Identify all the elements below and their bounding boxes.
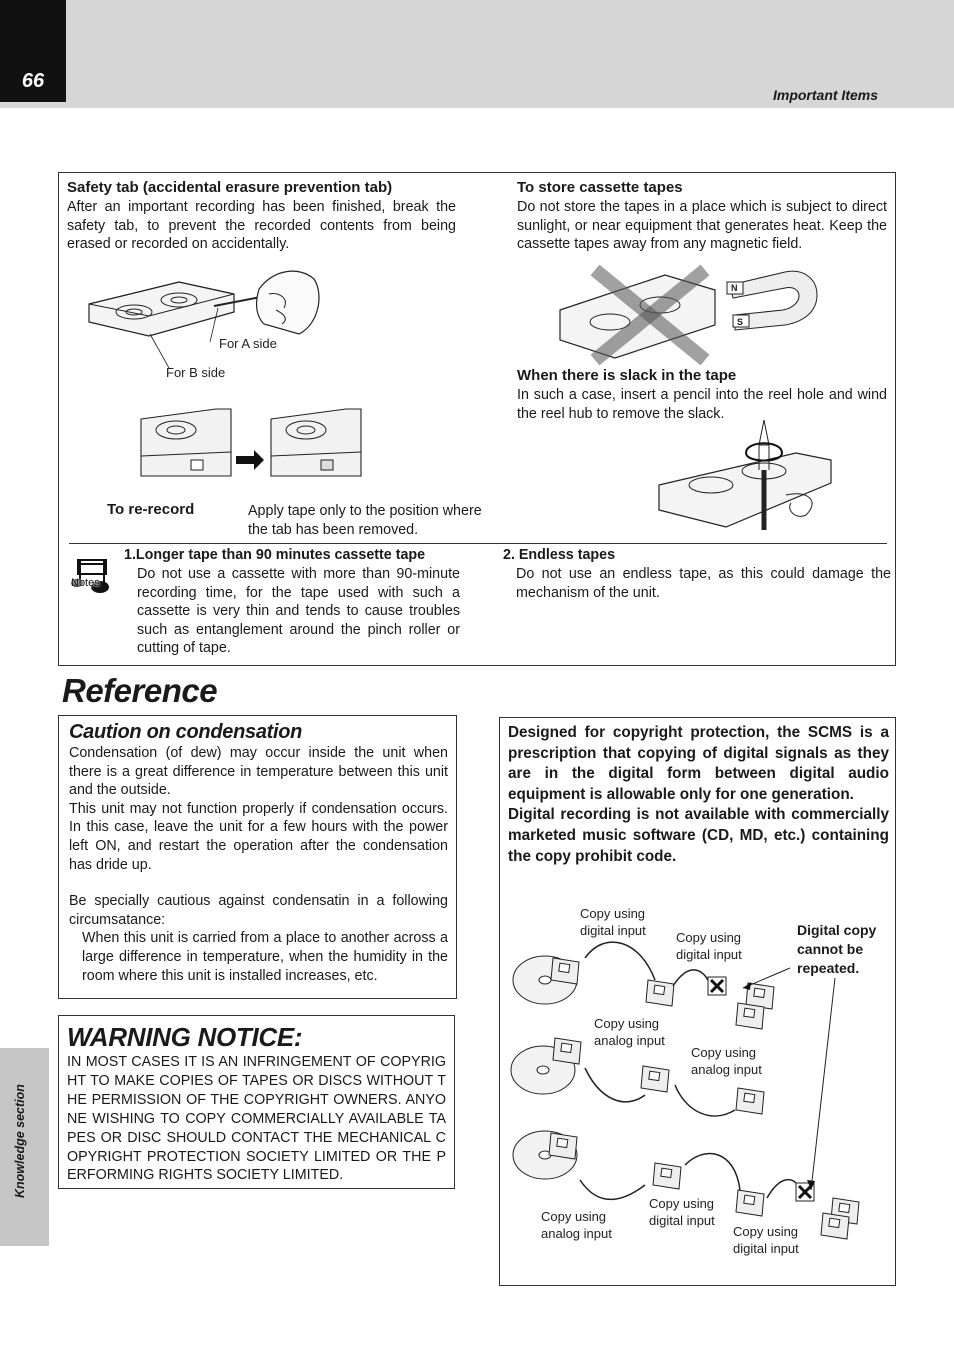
section-label: Important Items [772, 87, 878, 103]
safety-tab-body: After an important recording has been finished, break the safety tab, to prevent the recorded contents from being erased or recorded on accidentally. [67, 199, 456, 253]
condensation-p2: This unit may not function properly if condensation occurs. In this case, leave the unit for a few hours with the power left ON, and restart the operation after the condensation has dride up. [69, 800, 448, 873]
note-1-body: Do not use a cassette with more than 90-minute recording time, for the tape used with such a cassette is very thin and tends to cause troubles such as entanglement around the pinch roller or cutting of tape. [137, 566, 460, 657]
note-2-body: Do not use an endless tape, as this could damage the mechanism of the unit. [516, 566, 891, 601]
notes-divider [69, 543, 887, 544]
row2-label1: Copy using analog input [594, 1016, 665, 1048]
re-record-illustration [136, 404, 366, 484]
store-title: To store cassette tapes [517, 179, 683, 196]
row2-label2: Copy using analog input [691, 1045, 762, 1077]
digital-copy-note: Digital copy cannot be repeated. [797, 922, 877, 976]
scms-p2: Digital recording is not available with commercially marketed music software (CD, MD, etc.) containing the copy prohibit code. [508, 806, 889, 865]
safety-tab-illustration [84, 264, 334, 344]
condensation-section [69, 721, 448, 985]
condensation-title: Caution on condensation [69, 721, 303, 743]
label-for-a-side: For A side [219, 336, 277, 351]
condensation-p4: When this unit is carried from a place to another across a large difference in temperature, when the humidity in the room where this unit is installed increases, etc. [82, 930, 448, 984]
note-2-title: 2. Endless tapes [503, 547, 616, 563]
note-1-title: 1.Longer tape than 90 minutes cassette tape [124, 547, 426, 563]
row3-label1: Copy using analog input [541, 1209, 612, 1241]
condensation-p1: Condensation (of dew) may occur inside the unit when there is a great difference in temperature between this unit and the outside. [69, 745, 448, 799]
slack-body: In such a case, insert a pencil into the reel hole and wind the reel hub to remove the slack. [517, 387, 887, 422]
row1-label1: Copy using digital input [580, 906, 646, 938]
notes-icon-label: Notes [71, 577, 100, 589]
warning-body: IN MOST CASES IT IS AN INFRINGEMENT OF COPYRIGHT TO MAKE COPIES OF TAPES OR DISCS WITHOUT THE PERMISSION OF THE COPYRIGHT OWNERS. ANYONE WISHING TO COPY COMMERCIALLY AVAILABLE TAPES OR DISC SHOULD CONTACT THE MECHANICAL COPYRIGHT PROTECTION SOCIETY LIMITED OR THE PERFORMING RIGHTS SOCIETY LIMITED. [67, 1054, 446, 1184]
store-body: Do not store the tapes in a place which is subject to direct sunlight, or near equipment that generates heat. Keep the cassette tapes away from any magnetic field. [517, 199, 887, 253]
condensation-p3: Be specially cautious against condensatin in a following circumsatance: [69, 893, 448, 928]
re-record-title: To re-record [107, 501, 195, 518]
magnet-n-label: N [731, 283, 738, 293]
safety-tab-title: Safety tab (accidental erasure prevention tab) [67, 179, 393, 196]
page-number: 66 [0, 0, 66, 102]
slack-title: When there is slack in the tape [517, 367, 737, 384]
safety-tab-section [67, 179, 456, 254]
note-2 [503, 547, 891, 602]
scms-section [508, 723, 889, 867]
warning-section [67, 1022, 446, 1185]
row3-label2: Copy using digital input [649, 1196, 715, 1228]
store-section [517, 179, 887, 254]
row3-label3: Copy using digital input [733, 1224, 799, 1256]
row1-label2: Copy using digital input [676, 930, 742, 962]
reference-title: Reference [62, 672, 218, 709]
magnet-s-label: S [737, 317, 744, 327]
side-tab: Knowledge section [0, 1048, 49, 1246]
slack-illustration [656, 415, 836, 535]
magnet-warning-illustration [555, 260, 825, 365]
re-record-body-line2: the tab has been removed. [248, 521, 419, 538]
label-for-b-side: For B side [166, 365, 226, 380]
re-record-body-line1: Apply tape only to the position where [248, 503, 482, 519]
note-1 [124, 547, 460, 658]
scms-p1: Designed for copyright protection, the SCMS is a prescription that copying of digital signals as they are in the digital form between digital audio equipment is allowable only for one generation. [508, 724, 889, 803]
warning-title: WARNING NOTICE: [67, 1022, 303, 1052]
re-record-body [248, 502, 482, 539]
